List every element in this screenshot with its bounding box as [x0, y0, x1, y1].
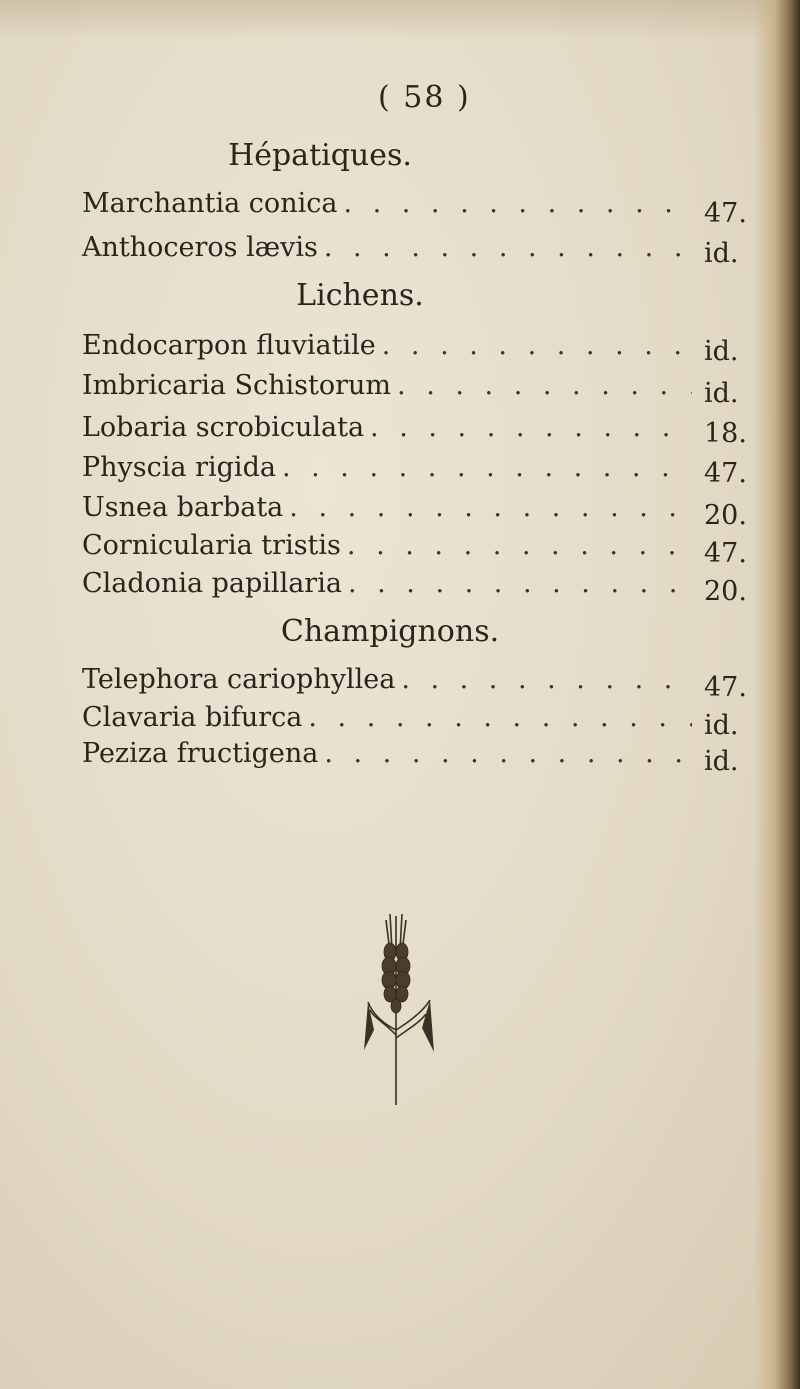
species-name: Clavaria bifurca: [82, 702, 303, 733]
page-reference: 47.: [704, 672, 747, 703]
page-reference: 47.: [704, 198, 747, 229]
page-reference: 20.: [704, 576, 747, 607]
page-reference: 18.: [704, 418, 747, 449]
list-item: [82, 452, 692, 492]
leader-dots: [401, 664, 692, 695]
page-reference: id.: [704, 378, 739, 409]
list-item: [82, 330, 692, 370]
list-item: [82, 664, 692, 704]
wheat-ear-icon: [350, 910, 450, 1110]
list-item: [82, 188, 692, 228]
leader-dots: [397, 370, 692, 401]
leader-dots: [282, 452, 692, 483]
section-title-hepatiques: Hépatiques.: [228, 138, 412, 173]
page-reference: 47.: [704, 538, 747, 569]
leader-dots: [348, 568, 692, 599]
species-name: Peziza fructigena: [82, 738, 319, 769]
leader-dots: [370, 412, 692, 443]
leader-dots: [308, 702, 692, 733]
list-item: [82, 370, 692, 410]
list-item: [82, 232, 692, 272]
page-reference: 20.: [704, 500, 747, 531]
page-number: ( 58 ): [378, 80, 471, 115]
species-name: Telephora cariophyllea: [82, 664, 396, 695]
species-name: Lobaria scrobiculata: [82, 412, 365, 443]
list-item: [82, 492, 692, 532]
species-name: Marchantia conica: [82, 188, 338, 219]
list-item: [82, 530, 692, 570]
list-item: [82, 702, 692, 742]
species-name: Cladonia papillaria: [82, 568, 342, 599]
page-reference: 47.: [704, 458, 747, 489]
leader-dots: [324, 738, 692, 769]
leader-dots: [382, 330, 692, 361]
page-top-shadow: [0, 0, 800, 40]
species-name: Endocarpon fluviatile: [82, 330, 376, 361]
page-reference: id.: [704, 336, 739, 367]
list-item: [82, 568, 692, 608]
page-reference: id.: [704, 238, 739, 269]
section-title-lichens: Lichens.: [296, 278, 424, 313]
species-name: Anthoceros lævis: [82, 232, 318, 263]
list-item: [82, 412, 692, 452]
leader-dots: [347, 530, 692, 561]
leader-dots: [324, 232, 692, 263]
leader-dots: [289, 492, 692, 523]
species-name: Usnea barbata: [82, 492, 284, 523]
species-name: Imbricaria Schistorum: [82, 370, 392, 401]
leader-dots: [343, 188, 692, 219]
list-item: [82, 738, 692, 778]
page-reference: id.: [704, 710, 739, 741]
page-reference: id.: [704, 746, 739, 777]
species-name: Cornicularia tristis: [82, 530, 341, 561]
section-title-champignons: Champignons.: [280, 614, 500, 649]
species-name: Physcia rigida: [82, 452, 276, 483]
